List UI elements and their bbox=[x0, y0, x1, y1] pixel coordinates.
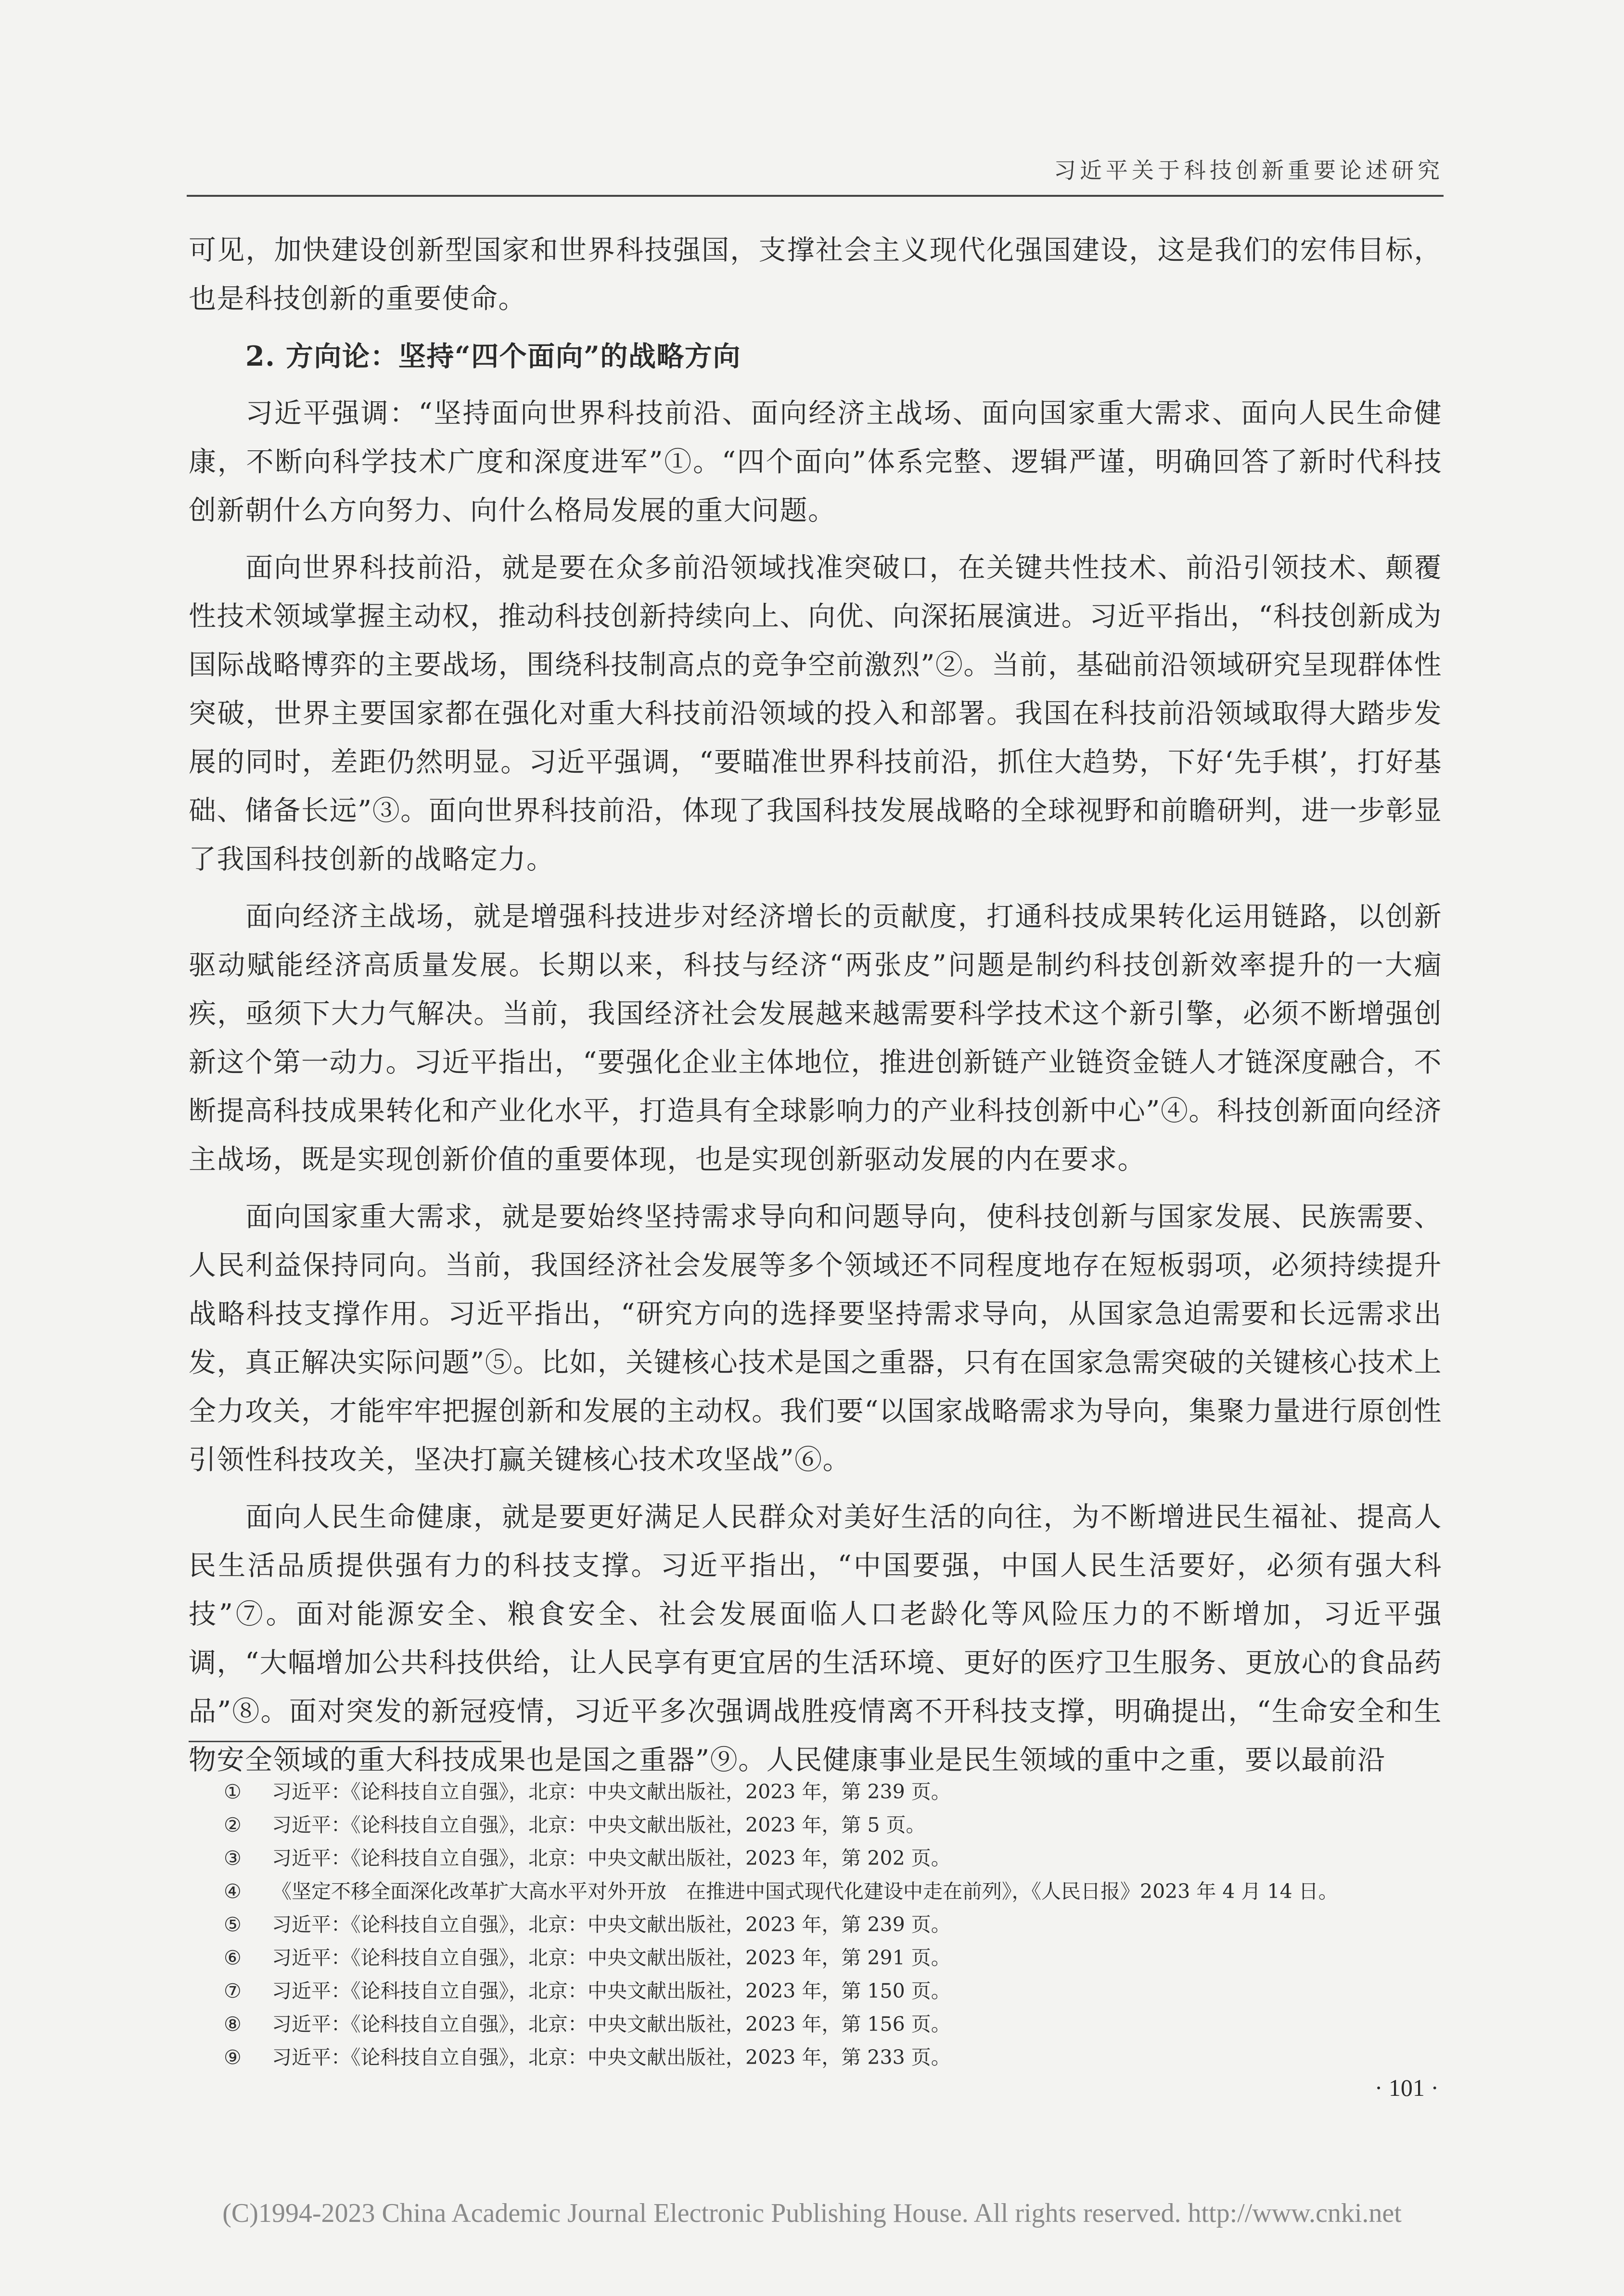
footnote-text: 习近平：《论科技自立自强》，北京：中央文献出版社，2023 年，第 5 页。 bbox=[272, 1813, 926, 1837]
footnote-mark: ⑤ bbox=[224, 1913, 242, 1936]
footnote-mark: ④ bbox=[224, 1880, 242, 1903]
footnote-text: 习近平：《论科技自立自强》，北京：中央文献出版社，2023 年，第 239 页。 bbox=[272, 1913, 951, 1936]
paragraph: 习近平强调：“坚持面向世界科技前沿、面向经济主战场、面向国家重大需求、面向人民生命健康，不断向科学技术广度和深度进军”①。“四个面向”体系完整、逻辑严谨，明确回答了新时代科技创新朝什么方向努力、向什么格局发展的重大问题。 bbox=[189, 397, 1442, 526]
page-number: · 101 · bbox=[1374, 2074, 1439, 2101]
footnote-text: 习近平：《论科技自立自强》，北京：中央文献出版社，2023 年，第 202 页。 bbox=[272, 1847, 951, 1870]
footnote bbox=[224, 1975, 1427, 2008]
paragraph: 面向国家重大需求，就是要始终坚持需求导向和问题导向，使科技创新与国家发展、民族需要、人民利益保持同向。当前，我国经济社会发展等多个领域还不同程度地存在短板弱项，必须持续提升战略科技支撑作用。习近平指出，“研究方向的选择要坚持需求导向，从国家急迫需要和长远需求出发，真正解决实际问题”⑤。比如，关键核心技术是国之重器，只有在国家急需突破的关键核心技术上全力攻关，才能牢牢把握创新和发展的主动权。我们要“以国家战略需求为导向，集聚力量进行原创性引领性科技攻关，坚决打赢关键核心技术攻坚战”⑥。 bbox=[189, 1201, 1442, 1476]
footnote-text: 习近平：《论科技自立自强》，北京：中央文献出版社，2023 年，第 156 页。 bbox=[272, 2013, 951, 2036]
footnote-text: 习近平：《论科技自立自强》，北京：中央文献出版社，2023 年，第 239 页。 bbox=[272, 1780, 951, 1803]
footnote bbox=[224, 1875, 1427, 1908]
footnote-mark: ③ bbox=[224, 1847, 242, 1870]
footnote bbox=[224, 2008, 1427, 2041]
footnote-text: 《坚定不移全面深化改革扩大高水平对外开放 在推进中国式现代化建设中走在前列》，《人民日报》2023 年 4 月 14 日。 bbox=[272, 1880, 1338, 1903]
paragraph: 面向经济主战场，就是增强科技进步对经济增长的贡献度，打通科技成果转化运用链路，以创新驱动赋能经济高质量发展。长期以来，科技与经济“两张皮”问题是制约科技创新效率提升的一大痼疾，亟须下大力气解决。当前，我国经济社会发展越来越需要科学技术这个新引擎，必须不断增强创新这个第一动力。习近平指出，“要强化企业主体地位，推进创新链产业链资金链人才链深度融合，不断提高科技成果转化和产业化水平，打造具有全球影响力的产业科技创新中心”④。科技创新面向经济主战场，既是实现创新价值的重要体现，也是实现创新驱动发展的内在要求。 bbox=[189, 901, 1442, 1175]
footnote-mark: ① bbox=[224, 1780, 242, 1803]
header-rule bbox=[187, 195, 1444, 197]
footnote-mark: ⑨ bbox=[224, 2046, 242, 2069]
footnote-text: 习近平：《论科技自立自强》，北京：中央文献出版社，2023 年，第 233 页。 bbox=[272, 2046, 951, 2069]
footnote-text: 习近平：《论科技自立自强》，北京：中央文献出版社，2023 年，第 150 页。 bbox=[272, 1979, 951, 2003]
footnote bbox=[224, 1809, 1427, 1842]
paragraph: 面向世界科技前沿，就是要在众多前沿领域找准突破口，在关键共性技术、前沿引领技术、颠覆性技术领域掌握主动权，推动科技创新持续向上、向优、向深拓展演进。习近平指出，“科技创新成为国际战略博弈的主要战场，围绕科技制高点的竞争空前激烈”②。当前，基础前沿领域研究呈现群体性突破，世界主要国家都在强化对重大科技前沿领域的投入和部署。我国在科技前沿领域取得大踏步发展的同时，差距仍然明显。习近平强调，“要瞄准世界科技前沿，抓住大趋势，下好‘先手棋’，打好基础、储备长远”③。面向世界科技前沿，体现了我国科技发展战略的全球视野和前瞻研判，进一步彰显了我国科技创新的战略定力。 bbox=[189, 552, 1442, 875]
section-heading: 2. 方向论：坚持“四个面向”的战略方向 bbox=[245, 340, 741, 372]
footnote-mark: ⑥ bbox=[224, 1946, 242, 1969]
footnote-mark: ⑧ bbox=[224, 2013, 242, 2036]
copyright-line: (C)1994-2023 China Academic Journal Electronic Publishing House. All rights reserved. http://www.cnki.net bbox=[222, 2198, 1402, 2228]
footnote bbox=[224, 1908, 1427, 1941]
footnote bbox=[224, 1842, 1427, 1875]
paragraph: 面向人民生命健康，就是要更好满足人民群众对美好生活的向往，为不断增进民生福祉、提高人民生活品质提供强有力的科技支撑。习近平指出，“中国要强，中国人民生活要好，必须有强大科技”⑦。面对能源安全、粮食安全、社会发展面临人口老龄化等风险压力的不断增加，习近平强调，“大幅增加公共科技供给，让人民享有更宜居的生活环境、更好的医疗卫生服务、更放心的食品药品”⑧。面对突发的新冠疫情，习近平多次强调战胜疫情离不开科技支撑，明确提出，“生命安全和生物安全领域的重大科技成果也是国之重器”⑨。人民健康事业是民生领域的重中之重，要以最前沿 bbox=[189, 1501, 1442, 1776]
running-title: 习近平关于科技创新重要论述研究 bbox=[1054, 157, 1444, 183]
footnote-mark: ② bbox=[224, 1813, 242, 1837]
body-text bbox=[189, 226, 1442, 1785]
footnote-mark: ⑦ bbox=[224, 1979, 242, 2003]
footnote-rule bbox=[189, 1741, 501, 1742]
footnotes bbox=[224, 1775, 1427, 2074]
footnote bbox=[224, 2041, 1427, 2074]
footnote-text: 习近平：《论科技自立自强》，北京：中央文献出版社，2023 年，第 291 页。 bbox=[272, 1946, 951, 1969]
paragraph-continued: 可见，加快建设创新型国家和世界科技强国，支撑社会主义现代化强国建设，这是我们的宏伟目标，也是科技创新的重要使命。 bbox=[189, 234, 1442, 315]
footnote bbox=[224, 1941, 1427, 1975]
footnote bbox=[224, 1775, 1427, 1809]
